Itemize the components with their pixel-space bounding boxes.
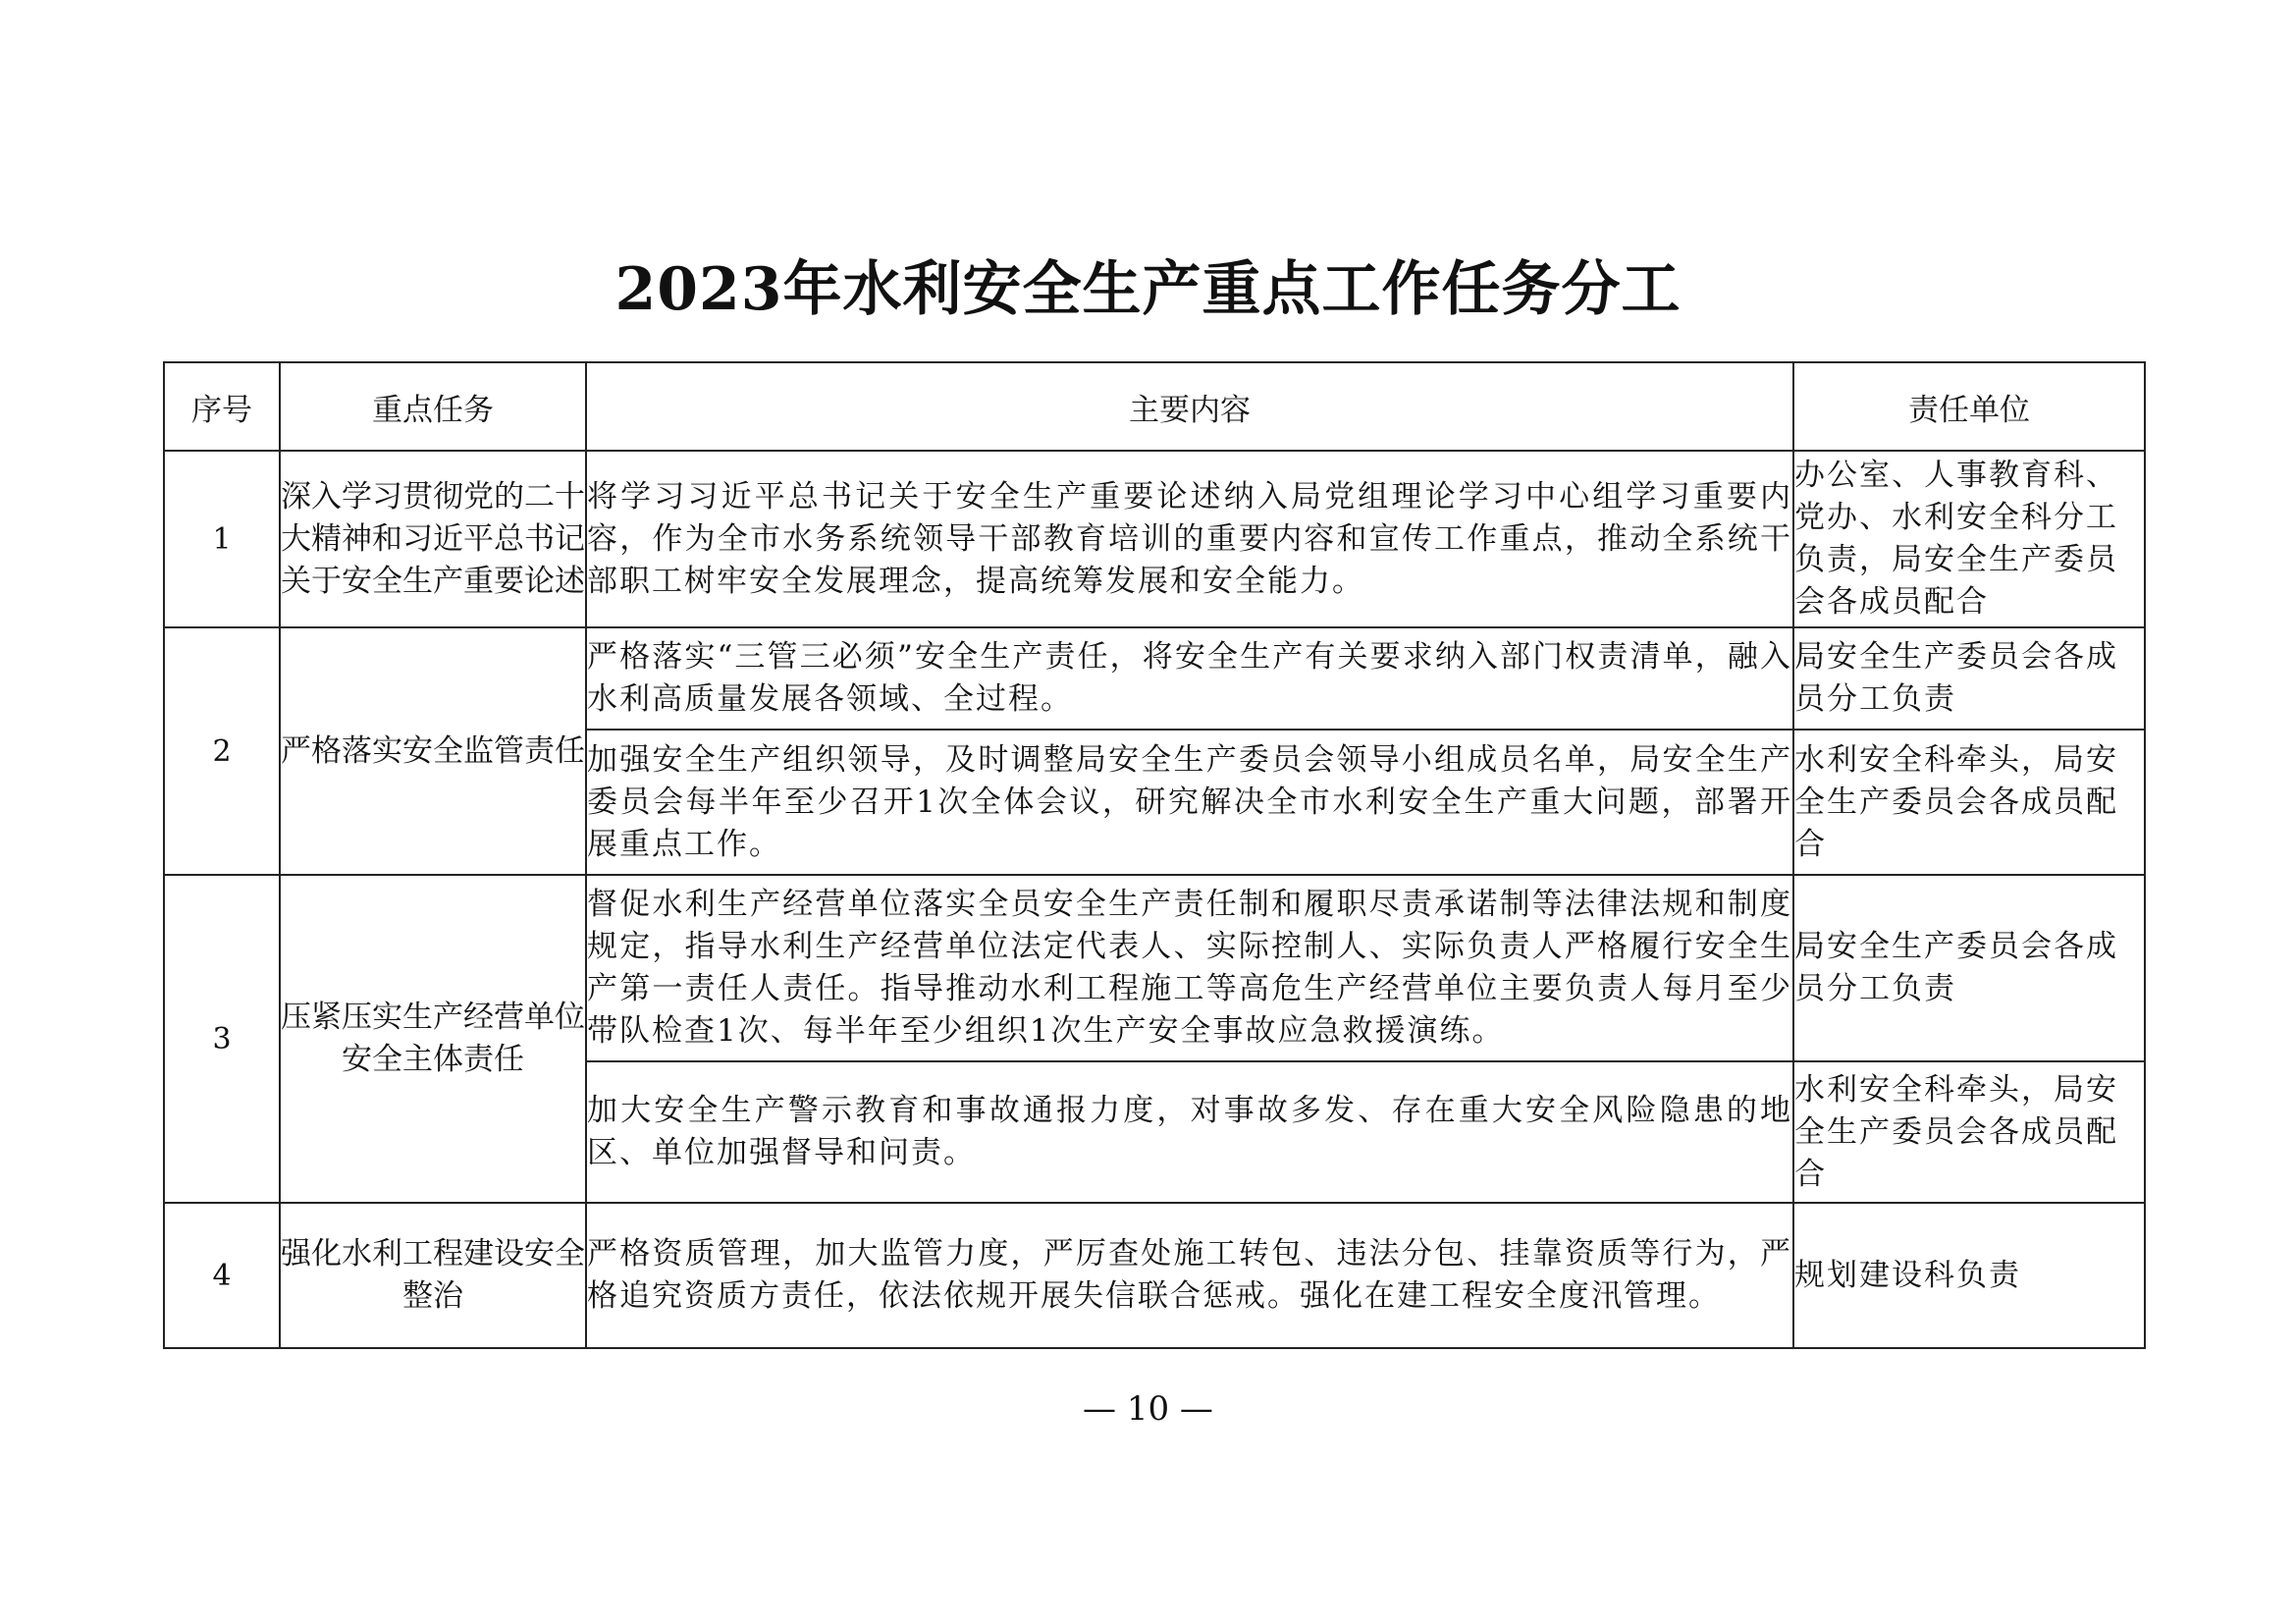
responsible-unit: 水利安全科牵头，局安全生产委员会各成员配合 (1793, 730, 2145, 875)
table-header-row (164, 362, 2145, 451)
row-number: 1 (164, 451, 280, 627)
table-row (164, 627, 2145, 730)
main-content: 督促水利生产经营单位落实全员安全生产责任制和履职尽责承诺制等法律法规和制度规定，指导水利生产经营单位法定代表人、实际控制人、实际负责人严格履行安全生产第一责任人责任。指导推动水利工程施工等高危生产经营单位主要负责人每月至少带队检查1次、每半年至少组织1次生产安全事故应急救援演练。 (586, 875, 1793, 1061)
main-content: 严格资质管理，加大监管力度，严厉查处施工转包、违法分包、挂靠资质等行为，严格追究资质方责任，依法依规开展失信联合惩戒。强化在建工程安全度汛管理。 (586, 1203, 1793, 1348)
main-content: 将学习习近平总书记关于安全生产重要论述纳入局党组理论学习中心组学习重要内容，作为全市水务系统领导干部教育培训的重要内容和宣传工作重点，推动全系统干部职工树牢安全发展理念，提高统筹发展和安全能力。 (586, 451, 1793, 627)
responsible-unit: 局安全生产委员会各成员分工负责 (1793, 875, 2145, 1061)
row-number: 3 (164, 875, 280, 1203)
key-task: 深入学习贯彻党的二十大精神和习近平总书记关于安全生产重要论述 (280, 451, 586, 627)
header-no: 序号 (164, 362, 280, 451)
header-task: 重点任务 (280, 362, 586, 451)
key-task: 严格落实安全监管责任 (280, 627, 586, 875)
page-number: — 10 — (1083, 1389, 1213, 1429)
key-task: 压紧压实生产经营单位安全主体责任 (280, 875, 586, 1203)
main-content: 加大安全生产警示教育和事故通报力度，对事故多发、存在重大安全风险隐患的地区、单位加强督导和问责。 (586, 1061, 1793, 1203)
document-title: 2023年水利安全生产重点工作任务分工 (614, 255, 1682, 324)
table-row (164, 451, 2145, 627)
row-number: 4 (164, 1203, 280, 1348)
responsible-unit: 规划建设科负责 (1793, 1203, 2145, 1348)
responsible-unit: 办公室、人事教育科、党办、水利安全科分工负责，局安全生产委员会各成员配合 (1793, 451, 2145, 627)
header-content: 主要内容 (586, 362, 1793, 451)
row-number: 2 (164, 627, 280, 875)
main-content: 严格落实“三管三必须”安全生产责任，将安全生产有关要求纳入部门权责清单，融入水利高质量发展各领域、全过程。 (586, 627, 1793, 730)
responsible-unit: 局安全生产委员会各成员分工负责 (1793, 627, 2145, 730)
table-row (164, 875, 2145, 1061)
header-unit: 责任单位 (1793, 362, 2145, 451)
table-row (164, 1203, 2145, 1348)
key-task: 强化水利工程建设安全整治 (280, 1203, 586, 1348)
task-table (163, 361, 2146, 1349)
main-content: 加强安全生产组织领导，及时调整局安全生产委员会领导小组成员名单，局安全生产委员会每半年至少召开1次全体会议，研究解决全市水利安全生产重大问题，部署开展重点工作。 (586, 730, 1793, 875)
responsible-unit: 水利安全科牵头，局安全生产委员会各成员配合 (1793, 1061, 2145, 1203)
